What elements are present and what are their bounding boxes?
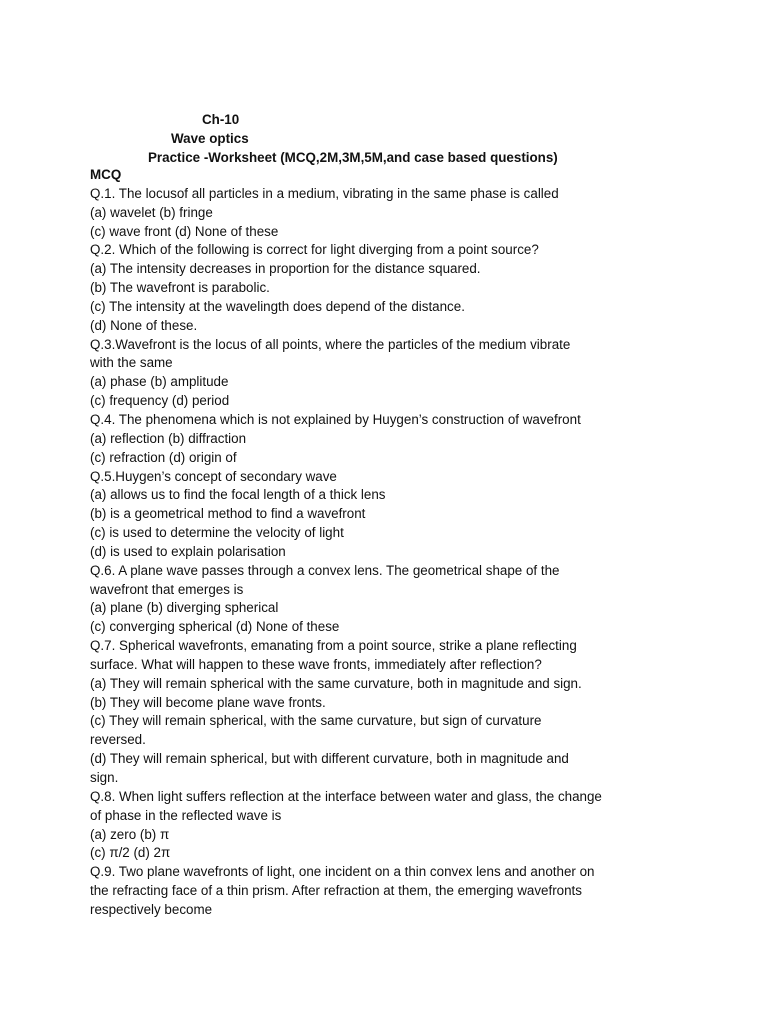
text-line: reversed. <box>90 732 146 748</box>
text-line: of phase in the reflected wave is <box>90 807 282 823</box>
text-line: (c) The intensity at the wavelingth does depend of the distance. <box>90 298 465 314</box>
topic-heading: Wave optics <box>171 131 249 146</box>
text-line: (c) π/2 (d) 2π <box>90 845 171 861</box>
text-line: Q.3.Wavefront is the locus of all points, where the particles of the medium vibrate <box>90 336 571 352</box>
text-line: Q.6. A plane wave passes through a convex lens. The geometrical shape of the <box>90 562 560 578</box>
text-line: Q.7. Spherical wavefronts, emanating from a point source, strike a plane reflecting <box>90 638 577 654</box>
chapter-heading: Ch-10 <box>202 112 240 127</box>
text-line: (b) is a geometrical method to find a wavefront <box>90 506 366 522</box>
text-line: the refracting face of a thin prism. After refraction at them, the emerging wavefronts <box>90 883 582 899</box>
text-line: Q.5.Huygen’s concept of secondary wave <box>90 468 337 484</box>
text-line: (a) zero (b) π <box>90 826 170 842</box>
text-line: Q.2. Which of the following is correct for light diverging from a point source? <box>90 242 539 258</box>
text-line: (b) They will become plane wave fronts. <box>90 694 326 710</box>
text-line: (c) frequency (d) period <box>90 393 230 409</box>
section-label-mcq: MCQ <box>90 167 122 182</box>
text-line: (c) wave front (d) None of these <box>90 223 279 239</box>
text-line: sign. <box>90 770 119 785</box>
text-line: (d) is used to explain polarisation <box>90 543 286 559</box>
question-lines <box>90 185 650 920</box>
text-line: (a) wavelet (b) fringe <box>90 204 213 220</box>
text-line: (c) refraction (d) origin of <box>90 449 237 465</box>
text-line: (a) They will remain spherical with the same curvature, both in magnitude and sign. <box>90 675 582 691</box>
text-line: (d) None of these. <box>90 317 198 333</box>
text-line: (d) They will remain spherical, but with different curvature, both in magnitude and <box>90 751 569 767</box>
question-list <box>90 166 650 920</box>
text-line: (a) allows us to find the focal length of a thick lens <box>90 487 386 503</box>
text-line: (a) phase (b) amplitude <box>90 374 229 390</box>
text-line: with the same <box>90 355 173 371</box>
text-line: (a) reflection (b) diffraction <box>90 430 247 446</box>
text-line: respectively become <box>90 901 213 917</box>
text-line: Q.4. The phenomena which is not explained by Huygen’s construction of wavefront <box>90 411 581 427</box>
text-line: (c) They will remain spherical, with the same curvature, but sign of curvature <box>90 713 542 729</box>
text-line: (a) The intensity decreases in proportion for the distance squared. <box>90 261 481 277</box>
text-line: Q.9. Two plane wavefronts of light, one incident on a thin convex lens and another on <box>90 864 595 880</box>
text-line: (c) is used to determine the velocity of light <box>90 525 344 541</box>
text-line: Q.8. When light suffers reflection at the interface between water and glass, the change <box>90 788 602 804</box>
text-line: Q.1. The locusof all particles in a medium, vibrating in the same phase is called <box>90 185 559 201</box>
text-line: (c) converging spherical (d) None of these <box>90 619 340 635</box>
worksheet-heading: Practice -Worksheet (MCQ,2M,3M,5M,and case based questions) <box>148 150 558 165</box>
text-line: (a) plane (b) diverging spherical <box>90 600 279 616</box>
text-line: (b) The wavefront is parabolic. <box>90 280 270 296</box>
text-line: surface. What will happen to these wave fronts, immediately after reflection? <box>90 656 542 672</box>
text-line: wavefront that emerges is <box>90 581 244 597</box>
